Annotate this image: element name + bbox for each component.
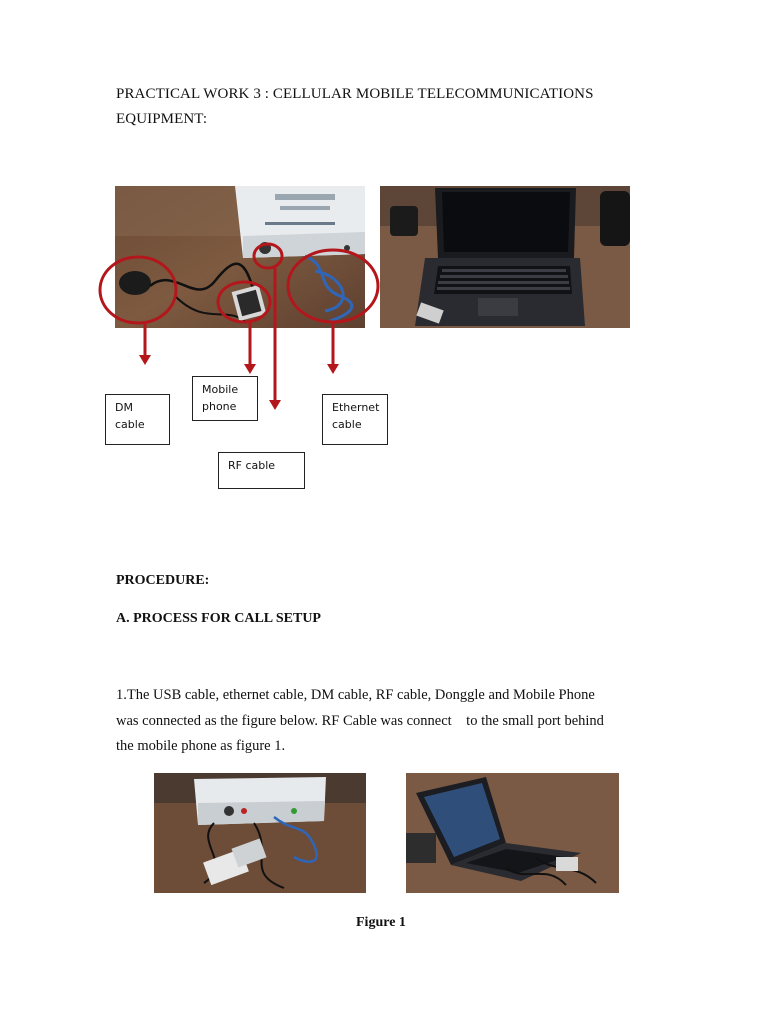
procedure-heading: PROCEDURE: xyxy=(116,573,210,588)
arrow-head-ethernet xyxy=(327,364,339,374)
page-title-line-2: EQUIPMENT: xyxy=(116,111,208,127)
step-1-line-2: was connected as the figure below. RF Cable was connect to the small port behind xyxy=(116,712,604,729)
arrow-head-dm xyxy=(139,355,151,365)
arrow-head-rf xyxy=(269,400,281,410)
figure-1-equipment-photo xyxy=(154,773,366,893)
equipment-photo xyxy=(115,186,365,328)
step-1-line-1: 1.The USB cable, ethernet cable, DM cable, RF cable, Donggle and Mobile Phone xyxy=(116,687,595,703)
step-1-line-3: the mobile phone as figure 1. xyxy=(116,738,286,754)
figure-1-laptop-photo xyxy=(406,773,619,893)
section-a-heading: A. PROCESS FOR CALL SETUP xyxy=(116,611,321,626)
arrow-head-mobile xyxy=(244,364,256,374)
rf-cable-label: RF cable xyxy=(218,452,305,489)
dm-cable-label: DM cable xyxy=(105,394,170,445)
laptop-photo xyxy=(380,186,630,328)
mobile-phone-label: Mobile phone xyxy=(192,376,258,421)
step-1-paragraph xyxy=(116,683,656,760)
page-title-line-1: PRACTICAL WORK 3 : CELLULAR MOBILE TELECOMMUNICATIONS xyxy=(116,86,594,102)
ethernet-cable-label: Ethernet cable xyxy=(322,394,388,445)
figure-1-caption: Figure 1 xyxy=(356,915,406,930)
